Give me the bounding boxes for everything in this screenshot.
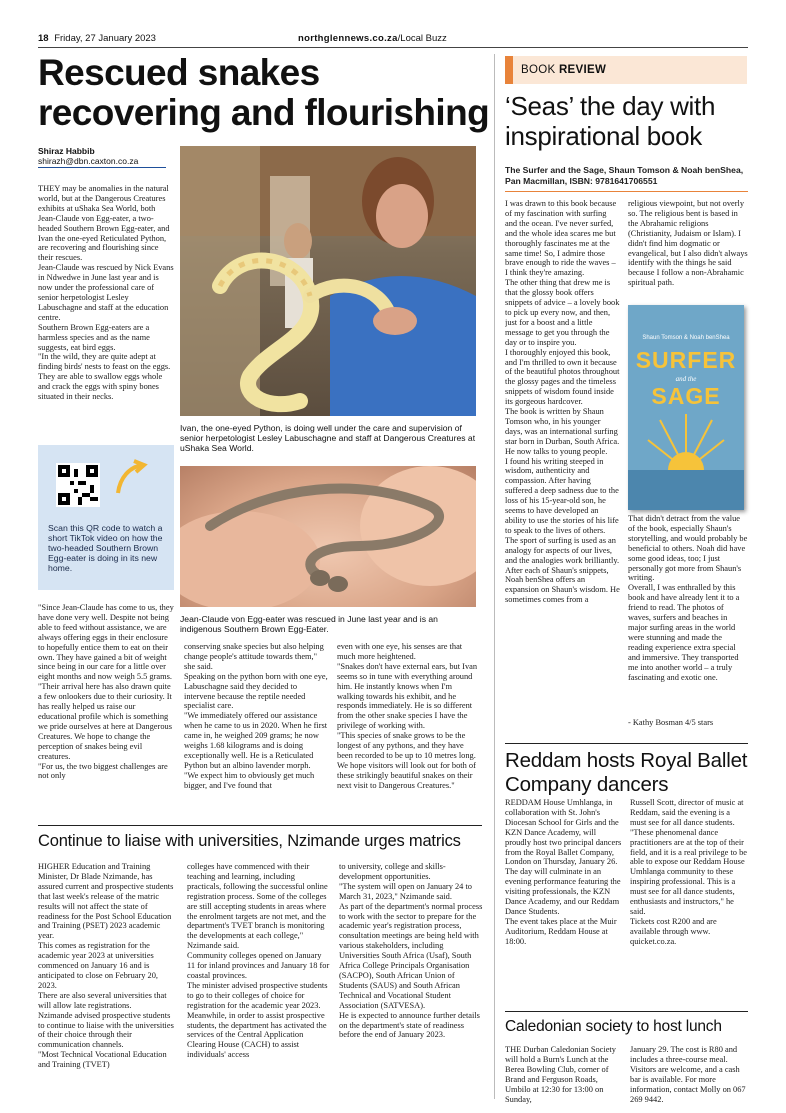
reddam-col1: REDDAM House Umhlanga, in collaboration with St. John's Diocesan School for Girls and the KZN Dance Academy, will proudly host two principal dancers from the Royal Ballet Company, London on Thursday, January 26. The day will culminate in an evening performance featuring the visiting professionals, the KZN Dance Academy, and our Reddam Dance Students. The event takes place at the Muir Auditorium, Reddam House at 18:00. bbox=[505, 798, 622, 946]
snakes-col1: THEY may be anomalies in the natural world, but at the Dangerous Creatures exhibits at uShaka Sea World, both Jean-Claude von Egg-eater, a two-headed Southern Brown Egg-eater, and Ivan the one-eyed Reticulated Python, are recovering and flourishing since their rescues. Jean-Claude was rescued by Nick Evans in Ndwedwe in June last year and is now under the professional care of senior herpetologist Lesley Labuschagne and staff at the education centre. Southern Brown Egg-eaters are a harmless species and as the name suggests, eat bird eggs. "In the wild, they are quite adept at finding birds' nests to feast on the eggs. They are able to swallow eggs whole and crack the eggs with spiny bones situated in their necks. bbox=[38, 184, 174, 402]
snakes-headline-line1: Rescued snakes bbox=[38, 52, 320, 93]
cover-title-2: SAGE bbox=[651, 383, 721, 409]
caledonian-col2: January 29. The cost is R80 and includes a three-course meal. Visitors are welcome, and a cash bar is available. For more information, contact Molly on 067 269 9442. bbox=[630, 1045, 746, 1104]
universities-col2: colleges have commenced with their teaching and learning, including practicals, following the successful online registration process. Some of the colleges are still accepting students in areas where the enrolment targets are not met, and the department's TVET branch is monitoring the developments at each college," Nzimande said. Community colleges opened on January 11 for inland provinces and January 18 for coastal provinces. The minister advised prospective students to go to their colleges of choice for registration for the academic year 2023. Meanwhile, in order to assist prospective students, the department has activated the services of the Central Application Clearing House (CACH) to assist individuals' access bbox=[187, 862, 330, 1060]
snakes-headline-line2: recovering and flourishing bbox=[38, 92, 490, 133]
book-review-banner bbox=[505, 56, 747, 84]
book-col2a: religious viewpoint, but not overly so. The religious bent is based in the Abrahamic religions (Christianity, Judaism or Islam). I didn't find him dogmatic or evangelical, but I also didn't always identify with the things he said because I follow a non-Abrahamic spiritual path. bbox=[628, 199, 748, 288]
page-header bbox=[38, 33, 750, 47]
reddam-col2: Russell Scott, director of music at Reddam, said the evening is a must see for all dance students. "These phenomenal dance practitioners are at the top of their field, and it is a real privilege to be able to expose our Reddam House Umhlanga community to these inspiring professional. This is a must see for all dance students, enthusiasts and instructors," he said. Tickets cost R200 and are available through www. quicket.co.za. bbox=[630, 798, 747, 946]
byline bbox=[38, 146, 178, 166]
kicker-bold: REVIEW bbox=[558, 64, 607, 76]
book-subhead: The Surfer and the Sage, Shaun Tomson & Noah benShea, Pan Macmillan, ISBN: 9781641706551 bbox=[505, 165, 744, 186]
arrow-icon bbox=[110, 457, 150, 497]
snakes-col1b: "Since Jean-Claude has come to us, they have done very well. Despite not being able to feed without assistance, we are always offering eggs in their enclosure to hopefully entice them to eat on their own. They have gained a bit of weight since being in our care for a little over eight months and now weigh 5.5 grams. "Their arrival here has also drawn quite a few onlookers due to their curiosity. It has really helped us raise our educational profile which is something we pride ourselves at here at Dangerous Creatures. We hope to change the perception of snakes being evil creatures. "For us, the two biggest challenges are not only bbox=[38, 603, 174, 781]
python-photo-svg bbox=[180, 146, 476, 416]
book-headline bbox=[505, 91, 755, 151]
python-photo bbox=[180, 146, 476, 416]
page-number: 18 bbox=[38, 33, 49, 44]
banner-accent bbox=[505, 56, 513, 84]
reddam-headline-line1: Reddam hosts Royal Ballet bbox=[505, 749, 748, 772]
snakes-col2: conserving snake species but also helping change people's attitude towards them," she said. Speaking on the python born with one eye, Labuschagne said they decided to intervene because the reptile needed specialist care. "We immediately offered our assistance when he came to us in 2020. When he first came in, he weighed 209 grams; he now weighs 1.68 kilograms and is doing exceptionally well. He is a Reticulated Python but an albino lavender morph. "We expect him to obviously get much bigger, and I've found that bbox=[184, 642, 328, 790]
caledonian-col1: THE Durban Caledonian Society will hold a Burn's Lunch at the Berea Bowling Club, corner of Brand and Ferguson Roads, Umbilo at 12:30 for 13:00 on Sunday, bbox=[505, 1045, 616, 1104]
kicker-plain: BOOK bbox=[521, 64, 559, 76]
book-col1: I was drawn to this book because of my fascination with surfing and the ocean. I've never surfed, and the whole idea scares me but thoroughly fascinates me at the same time! So, I admire those brave enough to ride the waves – I think they're amazing. The other thing that drew me is that the glossy book offers snippets of advice – a lovely book to pick up every now, and then, just for a boost and a little message to get you through the day or to inspire you. I thoroughly enjoyed this book, and I'm thrilled to own it because of the beautiful photos throughout the glossy pages and the timeless snippets of wisdom found inside its gorgeous hardcover. The book is written by Shaun Tomson who, in his younger days, was an international surfing star born in Durban, South Africa. He now talks to young people. I found his writing steeped in wisdom, authenticity and compassion. After having suffered a deep sadness due to the loss of his 15-year-old son, he seems to have developed an ability to use the stories of his life to speak to the lives of others. The sport of surfing is used as an analogy for aspects of our lives, and the analogies work brilliantly. After each of Shaun's snippets, Noah benShea offers an expansion on Shaun's wisdom. He sometimes comes from a bbox=[505, 199, 620, 605]
qr-code-icon[interactable] bbox=[56, 463, 100, 507]
book-cover bbox=[628, 305, 744, 510]
reddam-headline bbox=[505, 749, 755, 797]
egg-eater-caption: Jean-Claude von Egg-eater was rescued in June last year and is an indigenous Southern Brown Egg-Eater. bbox=[180, 614, 438, 635]
caledonian-headline: Caledonian society to host lunch bbox=[505, 1018, 722, 1035]
cover-title-1: SURFER bbox=[635, 347, 737, 373]
universities-headline: Continue to liaise with universities, Nzimande urges matrics bbox=[38, 832, 461, 850]
egg-eater-svg bbox=[180, 466, 476, 607]
universities-col1: HIGHER Education and Training Minister, Dr Blade Nzimande, has assured current and prospective students that last week's release of the matric results will not affect the state of readiness for the Post School Education and Training (PSET) 2023 academic year. This comes as registration for the academic year 2023 at universities commenced on January 16 and is anticipated to close on February 20, 2023. There are also several universities that will allow late registrations. Nzimande advised prospective students to continue to liaise with the universities of their choice through their communication channels. "Most Technical Vocational Education and Training (TVET) bbox=[38, 862, 174, 1070]
cover-authors: Shaun Tomson & Noah benShea bbox=[642, 335, 730, 341]
snakes-col3: even with one eye, his senses are that much more heightened. "Snakes don't have external ears, but Ivan seems so in tune with everything around him. He instantly knows when I'm walking towards his exhibit, and he responds immediately. He is so different from the other snake species I have the privilege of working with. "This species of snake grows to be the longest of any pythons, and they have been recorded to be up to 10 metres long. We hope visitors will look out for both of these strikingly beautiful snakes on their next visit to Dangerous Creatures." bbox=[337, 642, 478, 790]
sun-rays-icon bbox=[646, 410, 726, 470]
book-kicker bbox=[521, 64, 606, 76]
qr-box bbox=[38, 445, 174, 590]
book-headline-line2: inspirational book bbox=[505, 121, 702, 151]
egg-eater-photo bbox=[180, 466, 476, 607]
book-col2b: That didn't detract from the value of the book, especially Shaun's storytelling, and would probably be beneficial to others. Noah did have some good ideas, too; I just personally got more from Shaun's writing. Overall, I was enthralled by this book and have already lent it to a friend to read. The photos of waves, surfers and beaches in major surfing areas in the world were stunning and made the reading experience extra special and immersive. They transported me into another world – a truly fascinating and exotic one. bbox=[628, 514, 748, 682]
site-name[interactable]: northglennews.co.za bbox=[298, 33, 398, 44]
snakes-headline bbox=[38, 53, 490, 133]
reddam-headline-line2: Company dancers bbox=[505, 773, 669, 796]
python-caption: Ivan, the one-eyed Python, is doing well under the care and supervision of senior herpetologist Lesley Labuschagne and staff at Dangerous Creatures at uShaka Sea World. bbox=[180, 423, 476, 454]
cover-wave bbox=[628, 470, 744, 510]
author-name: Shiraz Habbib bbox=[38, 146, 95, 156]
section-name: /Local Buzz bbox=[397, 33, 447, 44]
page-date: Friday, 27 January 2023 bbox=[54, 33, 156, 44]
cover-amp: and the bbox=[675, 375, 697, 383]
author-email[interactable]: shirazh@dbn.caxton.co.za bbox=[38, 156, 139, 166]
qr-text: Scan this QR code to watch a short TikTok video on how the two-headed Southern Brown Egg-eater is doing in its new home. bbox=[48, 523, 163, 573]
book-signoff: - Kathy Bosman 4/5 stars bbox=[628, 718, 714, 727]
book-headline-line1: ‘Seas’ the day with bbox=[505, 91, 716, 121]
universities-col3: to university, college and skills-development opportunities. "The system will open on January 24 to March 31, 2023," Nzimande said. As part of the department's normal process to work with the sector to prepare for the academic year's registration process, consultation meetings are being held with various stakeholders, including Universities South Africa (Usaf), South Africa College Principals Organisation (SACPO), South African Union of Students (SAUS) and South African Technical and Vocational Student Association (SATVESA). He is expected to announce further details on the department's state of readiness before the end of January 2023. bbox=[339, 862, 483, 1040]
